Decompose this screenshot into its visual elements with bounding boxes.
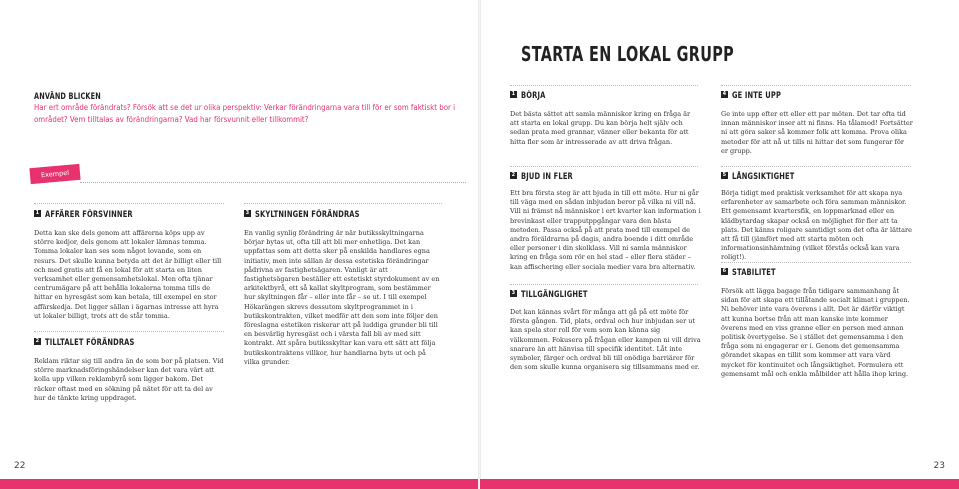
section-title-tilltalet <box>34 336 157 347</box>
section-text-ge-inte-upp: Ge inte upp efter ett eller ett par möten. Det tar ofta tid innan människor inser att ni finns. Ha tålamod! Fortsätter ni att göra saker så kommer folk att komma. Prova olika metoder för att nå ut tills ni hittar det som fungerar för er grupp. <box>721 110 913 155</box>
section-title-text: TILLTALET FÖRÄNDRAS <box>45 336 135 347</box>
page-number-right: 23 <box>933 461 945 471</box>
section-title-ge-inte-upp <box>721 89 793 100</box>
section-text-tilltalet: Reklam riktar sig till andra än de som bor på platsen. Vid större marknadsföringshändelser kan det vara värt att kolla upp vilken reklambyrå som ligger bakom. Det räcker oftast med en sökning på nätet för att ta del av hur de tänkte kring uppdraget. <box>34 357 224 402</box>
section-title-text: AFFÄRER FÖRSVINNER <box>45 208 133 219</box>
section-text-langsiktighet: Börja tidigt med praktisk verksamhet för att skapa nya erfarenheter av samarbete och föra samman människor. Ett gemensamt kvartersfik, en loppmarknad eller en klädbytardag skapar också en möjlighet för fler att ta plats. Det känns roligare samtidigt som det ofta är lättare att få till (jämfört med att starta möten och informationsinhämtning (vilket förstås också kan vara roligt!). <box>721 189 912 262</box>
accent-bar-left <box>0 479 478 489</box>
intro-text: Har ert område förändrats? Försök att se det ur olika perspektiv: Verkar förändringarna vara till för er som faktiskt bor i området? Vem tilltalas av förändringarna? Vad har försvunnit eller tillkommit? <box>34 103 456 124</box>
section-title-text: STABILITET <box>732 266 776 277</box>
section-rule <box>510 166 698 167</box>
right-page <box>480 0 959 489</box>
section-rule <box>721 85 911 86</box>
section-title-tillganglighet <box>510 288 604 299</box>
section-number: 5 <box>722 172 727 178</box>
section-title-text: TILLGÄNGLIGHET <box>521 288 588 299</box>
section-rule <box>34 331 224 332</box>
section-text-skyltningen: En vanlig synlig förändring är när butiksskyltningarna börjar bytas ut, ofta till att bli mer enhetliga. Det kan uppfattas som att detta sker på enskilda handlares egna initiativ, men inte sällan är dessa estetiska förändringar pådrivna av fastighetsägaren. Vanligt är att fastighetsägaren beställer ett estetiskt styrdokument av en arkitektbyrå, ett så kallat skyltprogram, som bestämmer hur skyltningen får – eller inte får – se ut. I till exempel Hökarängen skrevs dessutom skyltprogrammet in i butikskontrakten, vilket medför att den som inte följer den föreslagna estetiken riskerar att på luddiga grunder bli till en besvärlig hyresgäst och i värsta fall bli av med sitt kontrakt. Att spåra butiksskyltar kan vara ett sätt att följa butikskontraktens villkor, hur handlarna byts ut och på vilka grunder. <box>244 229 440 366</box>
section-title-text: BÖRJA <box>521 89 546 100</box>
section-title-bjud-in-fler <box>510 170 586 181</box>
section-title-skyltningen <box>244 208 386 219</box>
section-text-borja: Det bästa sättet att samla människor kring en fråga är att starta en lokal grupp. Du kan börja helt själv och sedan prata med grannar, vänner eller bekanta för att hitta fler som är intresserade av att driva frågan. <box>510 110 691 146</box>
section-rule <box>34 203 224 204</box>
section-rule <box>244 203 442 204</box>
example-divider <box>80 182 466 183</box>
section-text-tillganglighet: Det kan kännas svårt för många att gå på ett möte för första gången. Tid, plats, ordval och hur inbjudan ser ut kan spela stor roll för vem som kan känna sig välkommen. Fokusera på frågan eller kampen ni vill driva snarare än att hänvisa till specifik identitet. Låt inte symboler, färger och ordval bli till onödiga barriärer för den som skulle kunna organisera sig tillsammans med er. <box>510 308 701 372</box>
section-text-stabilitet: Försök att lägga bagage från tidigare sammanhang åt sidan för att skapa ett tillåtande socialt klimat i gruppen. Ni behöver inte vara överens i allt. Det är därför viktigt att kunna bortse från att man kanske inte kommer överens med en viss granne eller en person med annan politisk övertygelse. Se i stället det gemensamma i den fråga som ni engagerar er i. Genom det gemensamma görandet skapas en tillit som kommer att vara värd mycket för kontinuitet och långsiktighet. Formulera ett gemensamt mål och enkla målbilder att hålla ihop kring. <box>721 287 910 378</box>
page-title: STARTA EN LOKAL GRUPP <box>521 42 735 66</box>
section-rule <box>510 284 698 285</box>
section-title-text: GE INTE UPP <box>732 89 782 100</box>
section-rule <box>721 166 911 167</box>
example-tag: Exempel <box>29 164 80 184</box>
section-number: 3 <box>511 290 516 296</box>
section-rule <box>510 85 698 86</box>
section-number: 1 <box>35 210 40 216</box>
section-number: 2 <box>511 172 516 178</box>
section-number: 2 <box>35 338 40 344</box>
section-number: 6 <box>722 268 727 274</box>
section-title-affarer <box>34 208 155 219</box>
section-number: 4 <box>722 91 727 97</box>
section-title-text: LÅNGSIKTIGHET <box>732 170 795 181</box>
section-title-text: SKYLTNINGEN FÖRÄNDRAS <box>255 208 360 219</box>
section-title-borja <box>510 89 552 100</box>
intro-heading: ANVÄND BLICKEN <box>34 91 101 101</box>
section-title-text: BJUD IN FLER <box>521 170 573 181</box>
section-text-affarer: Detta kan ske dels genom att affärerna köps upp av större kedjor, dels genom att lokaler lämnas tomma. Tomma lokaler kan ses som något lovande, som en resurs. Det skulle kunna betyda att det är billigt eller till och med gratis att få en lokal för att starta en liten verksamhet eller gemensamhetslokal. Men ofta tjänar centrumägare på att behålla lokalerna tomma tills de hittar en hyresgäst som kan betala, till exempel en stor affärskedja. Det ligger sällan i ägarnas intresse att hyra ut lokaler billigt, trots att de står tomma. <box>34 229 222 320</box>
section-title-stabilitet <box>721 266 787 277</box>
section-rule <box>721 262 911 263</box>
left-page <box>0 0 479 489</box>
page-number-left: 22 <box>14 461 26 471</box>
accent-bar-right <box>480 479 959 489</box>
section-number: 1 <box>511 91 516 97</box>
section-title-langsiktighet <box>721 170 810 181</box>
section-number: 3 <box>245 210 250 216</box>
section-text-bjud-in-fler: Ett bra första steg är att bjuda in till ett möte. Hur ni går till väga med en sådan inbjudan beror på vilka ni vill nå. Vill ni främst nå människor i ert kvarter kan information i brevinkast eller trapputppgångar vara den bästa metoden. Passa också på att prata med till exempel de andra föräldrarna på dagis, andra boende i ditt område eller personer i din skolklass. Vill ni samla människor kring en fråga som rör en hel stad – eller flera städer – kan affischering eller sociala medier vara bra alternativ. <box>510 189 701 271</box>
